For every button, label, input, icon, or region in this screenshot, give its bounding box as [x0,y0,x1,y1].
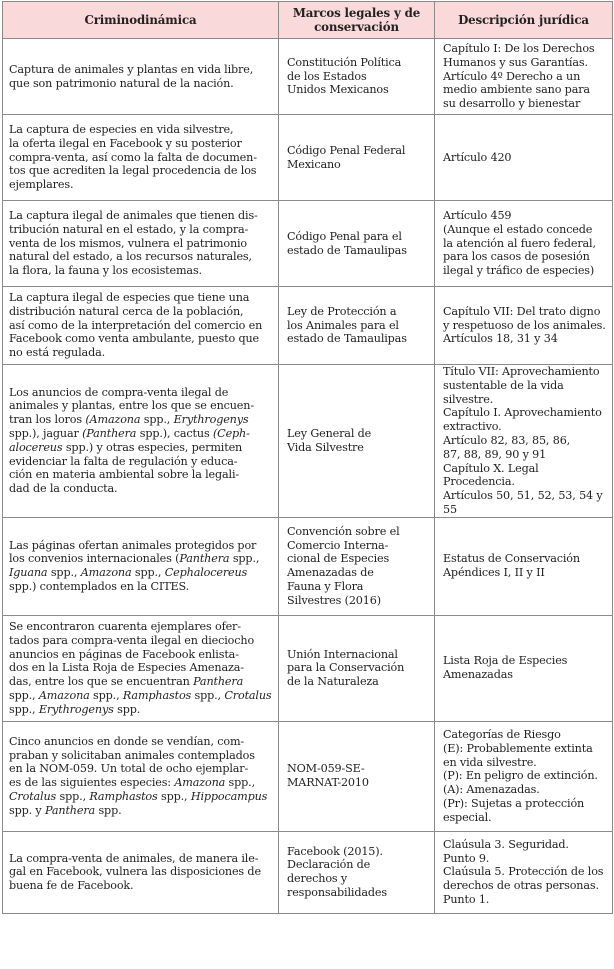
text-line [9,77,272,91]
text-line [9,399,272,413]
text-line: Ley de Protección a [287,304,397,318]
text-segment: spp., [229,552,260,566]
text-line: Constitución Política [287,55,402,69]
species-name: alocereus [9,440,63,454]
descripcion-juridica-cell [435,115,613,201]
criminodinamica-cell [3,517,279,615]
text-line [9,689,272,703]
text-line [9,137,272,151]
text-line: Código Penal para el [287,229,402,243]
text-line [9,790,272,804]
table-row [3,721,613,831]
text-segment: spp.), cactus [136,427,213,441]
text-line [9,151,272,165]
species-name: Panthera [45,803,96,817]
text-line [9,661,272,675]
criminodinamica-cell [3,39,279,115]
species-name: Panthera [193,675,244,689]
text-segment: tribución natural en el estado, y la compra- [9,222,249,236]
text-segment: spp., [56,790,90,804]
text-segment: venta de los mismos, vulnera el patrimonio [9,236,248,250]
species-name: (Amazona [85,413,141,427]
marco-legal-cell [279,287,435,365]
table-row [3,365,613,518]
text-segment: spp.) contemplados en la CITES. [9,580,190,594]
text-line: estado de Tamaulipas [287,332,407,346]
text-line: Convención sobre el [287,524,400,538]
text-line [9,879,272,893]
text-segment: en la NOM-059. Un total de ocho ejemplar- [9,762,249,776]
text-segment: La captura de especies en vida silvestre, [9,123,234,136]
text-segment: spp. [113,702,141,716]
text-line: Artículos 50, 51, 52, 53, 54 y 55 [443,489,603,516]
text-line: su desarrollo y bienestar [443,97,581,111]
text-segment: así como de la interpretación del comercio en [9,318,263,332]
criminodinamica-cell [3,615,279,721]
species-name: Amazona [174,776,226,790]
marco-legal-cell [279,831,435,913]
species-name: Amazona [80,566,132,580]
text-line: (E): Probablemente extinta [443,741,593,755]
marco-legal-cell [279,39,435,115]
text-segment: buena fe de Facebook. [9,879,134,893]
text-line [9,865,272,879]
text-line [9,209,272,223]
text-segment: spp., [131,566,165,580]
text-line [9,264,272,278]
criminodinamica-cell [3,365,279,518]
text-line: Capítulo I. Aprovechamiento [443,406,602,420]
text-line: Artículo 420 [443,150,512,164]
text-line: 87, 88, 89, 90 y 91 [443,447,547,461]
text-line: (Pr): Sujetas a protección [443,796,585,810]
text-line: Apéndices I, II y II [443,566,545,580]
text-line [9,762,272,776]
text-segment: La captura ilegal de especies que tiene una [9,291,250,304]
text-segment: dos en la Lista Roja de Especies Amenaza- [9,661,244,675]
text-segment: anuncios en páginas de Facebook enlista- [9,647,239,661]
species-name: Erythrogenys [173,413,249,427]
text-segment: dad de la conducta. [9,482,118,496]
text-line [9,346,272,360]
text-line [9,675,272,689]
text-line [9,634,272,648]
text-line: Claúsula 5. Protección de los [443,865,604,879]
text-line: estado de Tamaulipas [287,243,407,257]
text-line: Vida Silvestre [287,440,364,454]
text-line: Capítulo I: De los Derechos [443,42,595,55]
text-segment: spp. [95,803,122,817]
text-line: Declaración de [287,858,371,872]
descripcion-juridica-cell [435,39,613,115]
text-line: la atención al fuero federal, [443,236,596,250]
text-line [9,552,272,566]
text-line: NOM-059-SE- [287,762,365,776]
text-line: Comercio Interna- [287,538,389,552]
text-line [9,703,272,717]
species-name: Hippocampus [190,790,268,804]
text-segment: spp., [9,702,39,716]
text-line [9,427,272,441]
header-descripcion-juridica: Descripción jurídica [435,2,613,39]
text-line: Título VII: Aprovechamiento [443,365,600,378]
text-line: para la Conservación [287,661,405,675]
text-line: Capítulo X. Legal Procedencia. [443,461,539,489]
text-line: (P): En peligro de extinción. [443,769,598,783]
text-line [9,223,272,237]
text-segment: Cinco anuncios en donde se vendían, com- [9,734,245,748]
text-segment: La captura ilegal de animales que tienen dis- [9,209,258,222]
text-line [9,386,272,400]
text-line [9,178,272,192]
text-segment: spp., [225,776,255,790]
text-line [9,250,272,264]
text-segment: natural del estado, a los recursos naturales, [9,250,252,264]
species-name: Ramphastos [122,688,192,702]
text-segment: Los anuncios de compra-venta ilegal de [9,385,229,399]
text-line: Lista Roja de Especies [443,654,568,668]
text-line: Humanos y sus Garantías. [443,55,588,69]
table-row [3,517,613,615]
header-criminodinamica: Criminodinámica [3,2,279,39]
species-name: (Ceph- [212,427,250,441]
text-segment: spp., [47,566,81,580]
text-segment: spp.) y otras especies, permiten [62,440,243,454]
text-line [9,305,272,319]
text-segment: ción en materia ambiental sobre la legali- [9,468,240,482]
text-segment: spp., [89,688,123,702]
text-segment: animales y plantas, entre los que se encuen- [9,399,254,413]
table-row [3,615,613,721]
text-line: Amenazadas [443,668,513,682]
criminodinamica-cell [3,201,279,287]
text-line [9,852,272,866]
text-line: Código Penal Federal [287,143,406,157]
text-line: Unión Internacional [287,647,398,661]
text-line: Artículos 18, 31 y 34 [443,332,558,346]
text-line: Artículo 82, 83, 85, 86, [443,433,571,447]
text-segment: distribución natural cerca de la población, [9,304,244,318]
text-line: derechos de otras personas. [443,879,599,893]
text-line [9,776,272,790]
legal-framework-table [2,1,613,914]
text-segment: que son patrimonio natural de la nación. [9,76,234,90]
text-line: Mexicano [287,157,341,171]
text-segment: es de las siguientes especies: [9,776,175,790]
text-segment: evidenciar la falta de regulación y educa- [9,454,238,468]
descripcion-juridica-cell [435,831,613,913]
criminodinamica-cell [3,287,279,365]
text-line: MARNAT-2010 [287,776,369,790]
criminodinamica-cell [3,721,279,831]
text-segment: los convenios internacionales ( [9,552,180,566]
table-row [3,831,613,913]
text-segment: spp., [140,413,174,427]
species-name: Amazona [38,688,90,702]
marco-legal-cell [279,721,435,831]
text-line: responsabilidades [287,886,387,900]
descripcion-juridica-cell [435,615,613,721]
table-body [3,39,613,914]
text-segment: tados para compra-venta ilegal en dieciocho [9,633,255,647]
text-segment: spp., [157,790,191,804]
species-name: Iguana [9,566,48,580]
text-segment: gal en Facebook, vulnera las disposiciones de [9,865,261,879]
text-line: Amenazadas de [287,566,374,580]
text-line [9,413,272,427]
text-segment: tos que acrediten la legal procedencia de los [9,164,257,178]
text-line: Claúsula 3. Seguridad. [443,837,569,851]
text-line [9,123,272,137]
text-segment: praban y solicitaban animales contemplados [9,748,255,762]
criminodinamica-cell [3,115,279,201]
marco-legal-cell [279,115,435,201]
species-name: Erythrogenys [38,702,114,716]
text-line [9,648,272,662]
text-segment: Captura de animales y plantas en vida libre, [9,62,254,76]
text-line: sustentable de la vida silvestre. [443,378,564,406]
text-line: Silvestres (2016) [287,593,381,607]
text-segment: Facebook como venta ambulante, puesto que [9,332,259,346]
text-segment: Se encontraron cuarenta ejemplares ofer- [9,619,241,633]
text-line: Ley General de [287,427,372,441]
text-line: de la Naturaleza [287,675,379,689]
species-name: Panthera [179,552,230,566]
text-line: en vida silvestre. [443,755,537,769]
text-segment: tran los loros [9,413,86,427]
text-line [9,164,272,178]
species-name: Crotalus [224,688,272,702]
table-row [3,201,613,287]
text-segment: no está regulada. [9,346,106,360]
text-line: Facebook (2015). [287,844,383,858]
text-line [9,620,272,634]
text-line: Fauna y Flora [287,580,364,594]
marco-legal-cell [279,615,435,721]
text-line [9,735,272,749]
species-name: Cephalocereus [164,566,248,580]
text-line [9,319,272,333]
marco-legal-cell [279,517,435,615]
text-line: los Animales para el [287,318,399,332]
text-segment: Las páginas ofertan animales protegidos por [9,538,257,552]
descripcion-juridica-cell [435,721,613,831]
text-segment: spp.), jaguar [9,427,83,441]
text-line [9,580,272,594]
text-line: extractivo. [443,420,502,434]
header-marcos-legales: Marcos legales y de conservación [279,2,435,39]
text-line: Estatus de Conservación [443,552,580,566]
text-segment: La compra-venta de animales, de manera ile- [9,851,259,865]
text-line [9,291,272,305]
text-line: Categorías de Riesgo [443,727,561,741]
text-segment: la flora, la fauna y los ecosistemas. [9,264,202,278]
text-line [9,804,272,818]
text-line: y respetuoso de los animales. [443,318,606,332]
text-line: especial. [443,810,492,824]
text-segment: das, entre los que se encuentran [9,675,194,689]
descripcion-juridica-cell [435,365,613,518]
text-line: Artículo 459 [443,209,512,222]
descripcion-juridica-cell [435,201,613,287]
text-line [9,539,272,553]
text-line: Unidos Mexicanos [287,83,389,97]
text-line [9,332,272,346]
marco-legal-cell [279,365,435,518]
table-row [3,39,613,115]
table-header-row [3,2,613,39]
text-line: derechos y [287,872,348,886]
text-line [9,749,272,763]
text-line [9,468,272,482]
text-line: de los Estados [287,69,367,83]
criminodinamica-cell [3,831,279,913]
species-name: Crotalus [9,790,57,804]
text-line: para los casos de posesión [443,250,590,264]
descripcion-juridica-cell [435,287,613,365]
text-line: Punto 1. [443,892,490,906]
species-name: Ramphastos [89,790,158,804]
descripcion-juridica-cell [435,517,613,615]
text-line [9,482,272,496]
text-line: (Aunque el estado concede [443,222,593,236]
text-line: Capítulo VII: Del trato digno [443,304,601,318]
text-segment: spp., [9,688,39,702]
text-line: cional de Especies [287,552,390,566]
text-line: (A): Amenazadas. [443,783,540,797]
text-line: ilegal y tráfico de especies) [443,264,595,278]
text-line [9,455,272,469]
table-row [3,115,613,201]
species-name: (Panthera [82,427,137,441]
text-segment: la oferta ilegal en Facebook y su posterior [9,136,242,150]
text-line: Artículo 4º Derecho a un [443,69,581,83]
text-segment: spp., [191,688,225,702]
text-line: medio ambiente sano para [443,83,590,97]
text-line [9,441,272,455]
text-segment: compra-venta, así como la falta de documen- [9,150,257,164]
text-segment: ejemplares. [9,178,74,192]
text-line [9,566,272,580]
text-line: Punto 9. [443,851,490,865]
table-row [3,287,613,365]
text-line [9,63,272,77]
marco-legal-cell [279,201,435,287]
text-line [9,237,272,251]
text-segment: spp. y [9,803,46,817]
